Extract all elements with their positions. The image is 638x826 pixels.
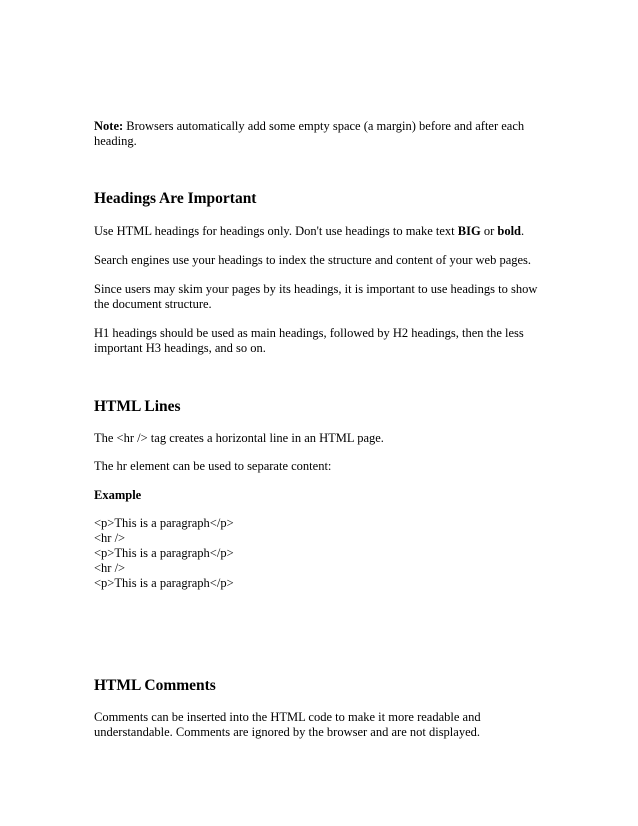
- headings-p1-text: Use HTML headings for headings only. Don't use headings to make text: [94, 224, 458, 238]
- code-line: <hr />: [94, 531, 126, 545]
- headings-paragraph-4: H1 headings should be used as main headings, followed by H2 headings, then the less important H3 headings, and so on.: [94, 326, 524, 355]
- lines-paragraph-2: The hr element can be used to separate content:: [94, 459, 332, 473]
- big-word: BIG: [457, 224, 481, 238]
- code-line: <hr />: [94, 561, 126, 575]
- note-label: Note:: [94, 119, 124, 133]
- headings-paragraph-2: Search engines use your headings to index the structure and content of your web pages.: [94, 253, 532, 267]
- note-text: Browsers automatically add some empty space (a margin) before and after each heading.: [94, 119, 525, 148]
- note-paragraph: [94, 119, 544, 149]
- bold-word: bold: [497, 224, 522, 238]
- comments-paragraph-1: Comments can be inserted into the HTML code to make it more readable and understandable. Comments are ignored by the browser and are not displayed.: [94, 710, 481, 739]
- code-example: [94, 516, 544, 591]
- or-word: or: [480, 224, 498, 238]
- lines-paragraph-1: The <hr /> tag creates a horizontal line in an HTML page.: [94, 431, 384, 445]
- code-line: <p>This is a paragraph</p>: [94, 576, 234, 590]
- headings-paragraph-3: Since users may skim your pages by its headings, it is important to use headings to show the document structure.: [94, 282, 538, 311]
- example-label: [94, 488, 544, 503]
- example-label-text: Example: [94, 488, 142, 502]
- period: .: [521, 224, 525, 238]
- headings-paragraph-1: [94, 224, 544, 239]
- code-line: <p>This is a paragraph</p>: [94, 516, 234, 530]
- heading-html-comments: HTML Comments: [94, 677, 216, 694]
- heading-html-lines: HTML Lines: [94, 398, 181, 415]
- code-line: <p>This is a paragraph</p>: [94, 546, 234, 560]
- heading-headings-are-important: Headings Are Important: [94, 190, 257, 207]
